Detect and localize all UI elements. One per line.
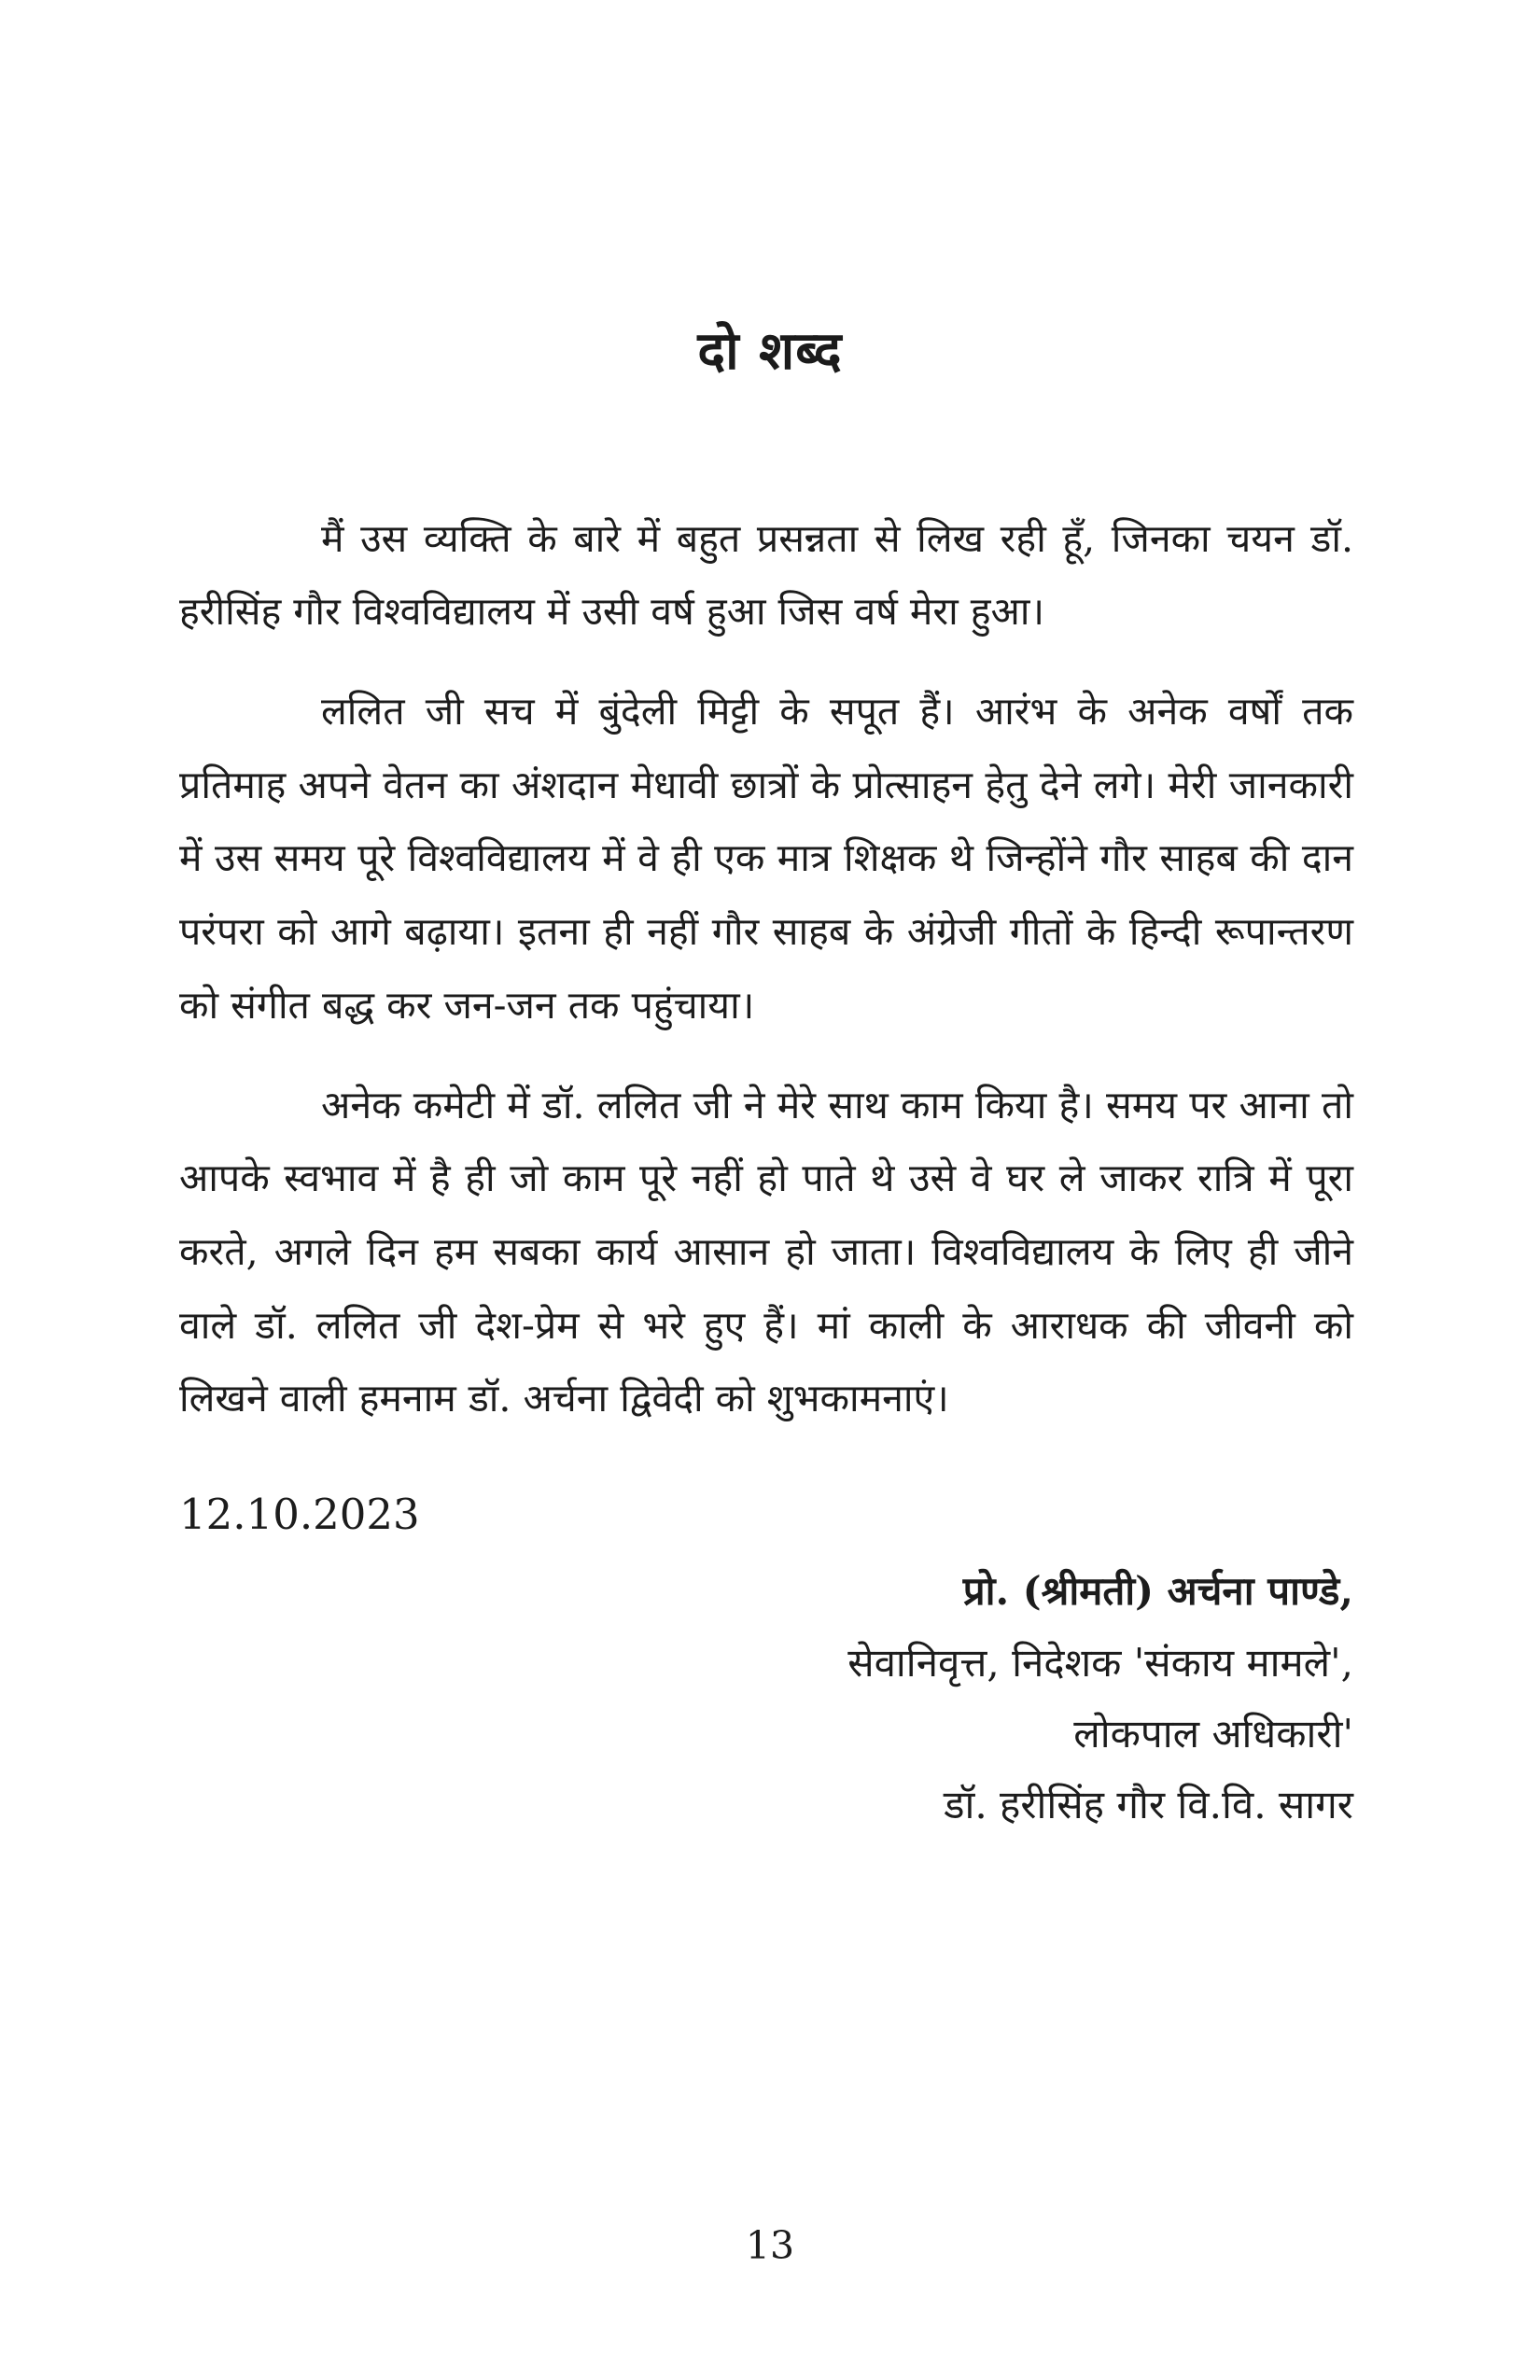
paragraph-1: मैं उस व्यक्ति के बारे में बहुत प्रसन्नता से लिख रही हूँ, जिनका चयन डॉ. हरीसिंह गौर विश्वविद्यालय में उसी वर्ष हुआ जिस वर्ष मेरा हुआ। <box>179 515 1353 635</box>
page-title: दो शब्द <box>697 319 843 382</box>
signature-office: लोकपाल अधिकारी' <box>1073 1711 1353 1757</box>
paragraph-2: ललित जी सच में बुंदेली मिट्टी के सपूत हैं। आरंभ के अनेक वर्षों तक प्रतिमाह अपने वेतन का अंशदान मेधावी छात्रों के प्रोत्साहन हेतु देने लगे। मेरी जानकारी में उस समय पूरे विश्वविद्यालय में वे ही एक मात्र शिक्षक थे जिन्होंने गौर साहब की दान परंपरा को आगे बढ़ाया। इतना ही नहीं गौर साहब के अंग्रेजी गीतों के हिन्दी रूपान्तरण को संगीत बद्ध कर जन-जन तक पहुंचाया। <box>179 688 1353 1028</box>
signature-designation: सेवानिवृत्त, निदेशक 'संकाय मामले', <box>847 1639 1353 1686</box>
paragraph-3: अनेक कमेटी में डॉ. ललित जी ने मेरे साथ काम किया है। समय पर आना तो आपके स्वभाव में है ही जो काम पूरे नहीं हो पाते थे उसे वे घर ले जाकर रात्रि में पूरा करते, अगले दिन हम सबका कार्य आसान हो जाता। विश्वविद्यालय के लिए ही जीने वाले डॉ. ललित जी देश-प्रेम से भरे हुए हैं। मां काली के आराधक की जीवनी को लिखने वाली हमनाम डॉ. अर्चना द्विवेदी को शुभकामनाएं। <box>179 1082 1353 1421</box>
signature-institution: डॉ. हरीसिंह गौर वि.वि. सागर <box>944 1782 1353 1828</box>
body-text <box>179 502 1353 1436</box>
date: 12.10.2023 <box>179 1490 420 1540</box>
signature-block <box>179 1556 1353 1841</box>
page-number: 13 <box>745 2223 795 2268</box>
signature-name: प्रो. (श्रीमती) अर्चना पाण्डे, <box>962 1568 1353 1615</box>
